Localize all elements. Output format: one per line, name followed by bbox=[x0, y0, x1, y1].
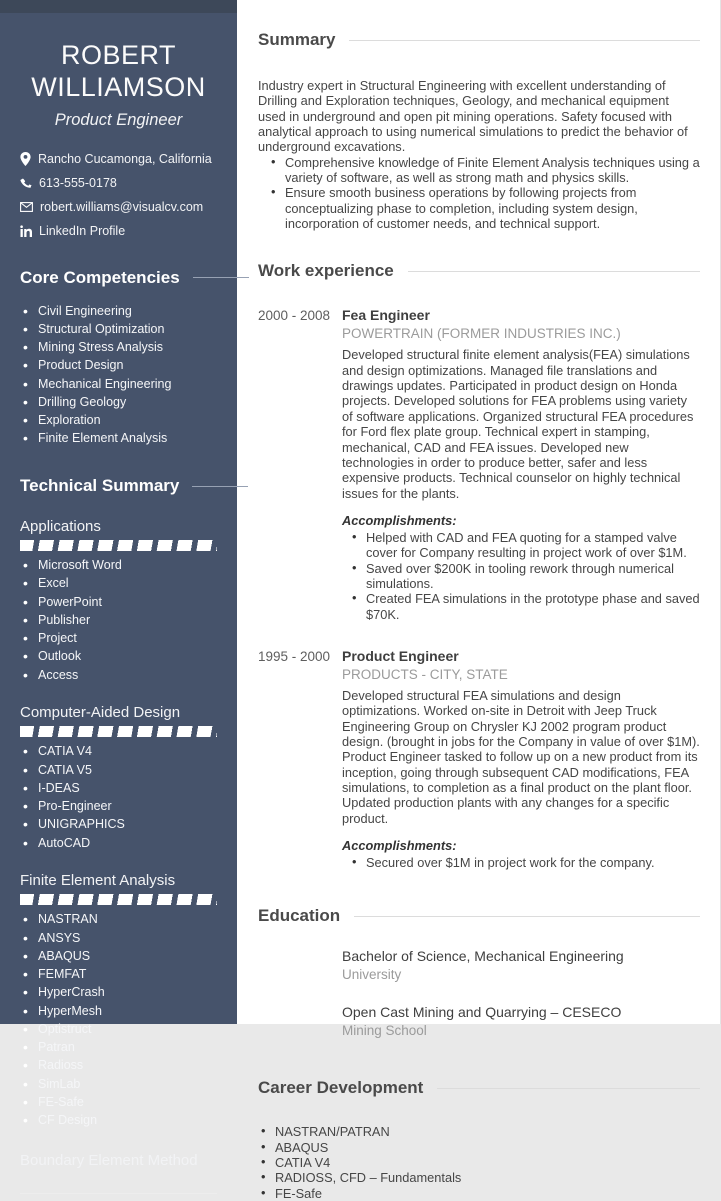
skill-item: • ANSYS bbox=[20, 931, 217, 946]
contact-location-text: Rancho Cucamonga, California bbox=[38, 151, 212, 166]
core-competencies-heading-row bbox=[20, 268, 217, 288]
skill-item: • Excel bbox=[20, 576, 217, 591]
career-heading-row bbox=[258, 1078, 700, 1098]
education-entry-bachelor bbox=[342, 948, 700, 982]
work-heading-row bbox=[258, 261, 700, 281]
competency-item: • Finite Element Analysis bbox=[20, 431, 217, 446]
job-body bbox=[342, 307, 700, 622]
job-title: Product Engineer bbox=[342, 647, 459, 664]
sidebar-divider bbox=[20, 1193, 217, 1194]
career-item: • RADIOSS, CFD – Fundamentals bbox=[258, 1170, 700, 1185]
summary-bullet: • Ensure smooth business operations by following projects from conceptualizing phase to completion, including system design, incorporation of customer needs, and technical support. bbox=[258, 185, 700, 231]
core-competencies-list bbox=[20, 304, 217, 447]
skill-item: • Optistruct bbox=[20, 1022, 217, 1037]
work-experience-section bbox=[258, 261, 700, 870]
career-item: • FE-Safe bbox=[258, 1186, 700, 1201]
job-dates: 1995 - 2000 bbox=[258, 648, 331, 664]
skill-group-label: Finite Element Analysis bbox=[20, 872, 176, 890]
heading-rule bbox=[408, 271, 700, 272]
accomplishment-item: • Helped with CAD and FEA quoting for a stamped valve cover for Company resulting in project work of over $1M. bbox=[342, 530, 700, 561]
heading-rule bbox=[349, 40, 700, 41]
skill-group-fea bbox=[20, 872, 217, 1128]
sidebar-top-strip bbox=[0, 0, 237, 13]
career-item: • NASTRAN/PATRAN bbox=[258, 1124, 700, 1139]
career-item: • CATIA V4 bbox=[258, 1155, 700, 1170]
skill-item: • ABAQUS bbox=[20, 949, 217, 964]
accomplishments-list bbox=[342, 530, 700, 622]
location-pin-icon bbox=[20, 152, 31, 166]
competency-item: • Mining Stress Analysis bbox=[20, 340, 217, 355]
skill-item: • FEMFAT bbox=[20, 967, 217, 982]
contact-linkedin[interactable] bbox=[20, 224, 217, 238]
skill-group-label: Applications bbox=[20, 518, 101, 536]
contact-phone bbox=[20, 176, 217, 190]
envelope-icon bbox=[20, 202, 33, 212]
skill-item: • Outlook bbox=[20, 649, 217, 664]
education-degree: Open Cast Mining and Quarrying – CESECO bbox=[342, 1004, 622, 1021]
skill-item: • CF Design bbox=[20, 1113, 217, 1128]
technical-summary-heading-row bbox=[20, 476, 217, 496]
education-school: University bbox=[342, 967, 402, 983]
competency-item: • Exploration bbox=[20, 413, 217, 428]
education-entry-mining bbox=[342, 1004, 700, 1038]
summary-title: Summary bbox=[258, 30, 336, 49]
skill-list bbox=[20, 558, 217, 682]
career-item: • ABAQUS bbox=[258, 1140, 700, 1155]
contact-email bbox=[20, 200, 217, 214]
skill-level-bar bbox=[20, 894, 217, 905]
contact-email-text: robert.williams@visualcv.com bbox=[40, 199, 204, 214]
competency-item: • Structural Optimization bbox=[20, 322, 217, 337]
skill-item: • I-DEAS bbox=[20, 781, 217, 796]
accomplishment-item: • Secured over $1M in project work for the company. bbox=[342, 855, 700, 870]
accomplishments-label: Accomplishments: bbox=[342, 512, 457, 528]
education-heading-row bbox=[258, 906, 700, 926]
skill-list bbox=[20, 744, 217, 850]
career-development-section bbox=[258, 1078, 700, 1201]
accomplishment-item: • Saved over $200K in tooling rework through numerical simulations. bbox=[342, 561, 700, 592]
education-school: Mining School bbox=[342, 1023, 427, 1039]
job-body bbox=[342, 648, 700, 870]
skill-item: • Microsoft Word bbox=[20, 558, 217, 573]
skill-item: • SimLab bbox=[20, 1077, 217, 1092]
summary-bullet-list bbox=[258, 155, 700, 232]
skill-group-label: Computer-Aided Design bbox=[20, 704, 181, 722]
contact-info bbox=[20, 152, 217, 238]
competency-item: • Drilling Geology bbox=[20, 395, 217, 410]
accomplishments-label: Accomplishments: bbox=[342, 838, 457, 854]
skill-group-applications bbox=[20, 518, 217, 682]
career-development-title: Career Development bbox=[258, 1078, 424, 1098]
linkedin-icon bbox=[20, 225, 32, 237]
competency-item: • Mechanical Engineering bbox=[20, 377, 217, 392]
skill-item: • HyperCrash bbox=[20, 985, 217, 1000]
core-competencies-title: Core Competencies bbox=[20, 267, 180, 287]
skill-item: • Access bbox=[20, 668, 217, 683]
competency-item: • Civil Engineering bbox=[20, 304, 217, 319]
job-description: Developed structural FEA simulations and design optimizations. Worked on-site in Detroit with Jeep Truck Engineering Group on Chrysler KJ 2002 program product design. (brought in jobs for the Company in value of over $1M). Product Engineer tasked to follow up on a new product from its inception, going through subsequent CAD modifications, FEA simulations, to completion as a final product on the plant floor. Updated production plants with any changes for a specific product. bbox=[342, 687, 700, 826]
skill-item: • Publisher bbox=[20, 613, 217, 628]
summary-bullet: • Comprehensive knowledge of Finite Element Analysis techniques using a variety of software, as well as strong math and physics skills. bbox=[258, 155, 700, 186]
contact-phone-text: 613-555-0178 bbox=[39, 175, 117, 190]
summary-paragraph: Industry expert in Structural Engineering with excellent understanding of Drilling and Exploration techniques, Geology, and mechanical equipment used in underground and open pit mining operations. Safety focused with analytical approach to using numerical simulations to predict the behavior of underground excavations. bbox=[258, 78, 688, 155]
skill-item: • NASTRAN bbox=[20, 912, 217, 927]
skill-item: • PowerPoint bbox=[20, 595, 217, 610]
summary-section bbox=[258, 30, 700, 231]
job-entry-product-engineer bbox=[258, 648, 700, 870]
job-description: Developed structural finite element analysis(FEA) simulations and design optimizations. Managed file translations and drawings updates. Participated in product design on Honda projects. Developed solutions for FEA problems using variety of software applications. Organized structural FEA procedures for Ford flex plate group. Technical expert in stamping, mechanical, CAD and FEA issues. Developed new technologies in order to produce better, safer and less expensive products. Technical counselor on highly technical issues for the plants. bbox=[342, 347, 694, 501]
job-title: Fea Engineer bbox=[342, 307, 430, 324]
skill-item: • Project bbox=[20, 631, 217, 646]
accomplishments-list bbox=[342, 855, 700, 870]
job-entry-fea-engineer bbox=[258, 307, 700, 622]
main-content bbox=[237, 0, 720, 1201]
profile-header bbox=[20, 13, 217, 130]
skill-item: • CATIA V5 bbox=[20, 763, 217, 778]
skill-item: • HyperMesh bbox=[20, 1004, 217, 1019]
technical-summary-title: Technical Summary bbox=[20, 476, 180, 496]
skill-item: • Radioss bbox=[20, 1058, 217, 1073]
skill-item: • CATIA V4 bbox=[20, 744, 217, 759]
skill-item: • Patran bbox=[20, 1040, 217, 1055]
job-company: PRODUCTS - CITY, STATE bbox=[342, 666, 508, 682]
competency-item: • Product Design bbox=[20, 358, 217, 373]
skill-level-bar bbox=[20, 726, 217, 737]
education-title: Education bbox=[258, 906, 341, 926]
job-company: POWERTRAIN (FORMER INDUSTRIES INC.) bbox=[342, 326, 621, 342]
education-degree: Bachelor of Science, Mechanical Engineering bbox=[342, 948, 624, 965]
heading-rule bbox=[437, 1088, 700, 1089]
person-name: ROBERT WILLIAMSON bbox=[31, 40, 206, 102]
boundary-element-method-label: Boundary Element Method bbox=[20, 1151, 198, 1169]
skill-item: • UNIGRAPHICS bbox=[20, 817, 217, 832]
sidebar bbox=[0, 0, 237, 1169]
summary-heading-row bbox=[258, 30, 700, 50]
accomplishment-item: • Created FEA simulations in the prototype phase and saved $70K. bbox=[342, 591, 700, 622]
contact-location bbox=[20, 152, 217, 166]
education-section bbox=[258, 906, 700, 1038]
skill-item: • FE-Safe bbox=[20, 1095, 217, 1110]
work-experience-title: Work experience bbox=[258, 261, 394, 281]
job-dates: 2000 - 2008 bbox=[258, 308, 331, 324]
contact-linkedin-text[interactable]: LinkedIn Profile bbox=[39, 223, 126, 238]
skill-item: • Pro-Engineer bbox=[20, 799, 217, 814]
skill-level-bar bbox=[20, 540, 217, 551]
skill-item: • AutoCAD bbox=[20, 836, 217, 851]
person-job-title: Product Engineer bbox=[54, 110, 183, 129]
skill-list bbox=[20, 912, 217, 1128]
heading-rule bbox=[354, 916, 700, 917]
phone-icon bbox=[20, 177, 32, 189]
career-development-list bbox=[258, 1124, 700, 1201]
skill-group-cad bbox=[20, 704, 217, 850]
